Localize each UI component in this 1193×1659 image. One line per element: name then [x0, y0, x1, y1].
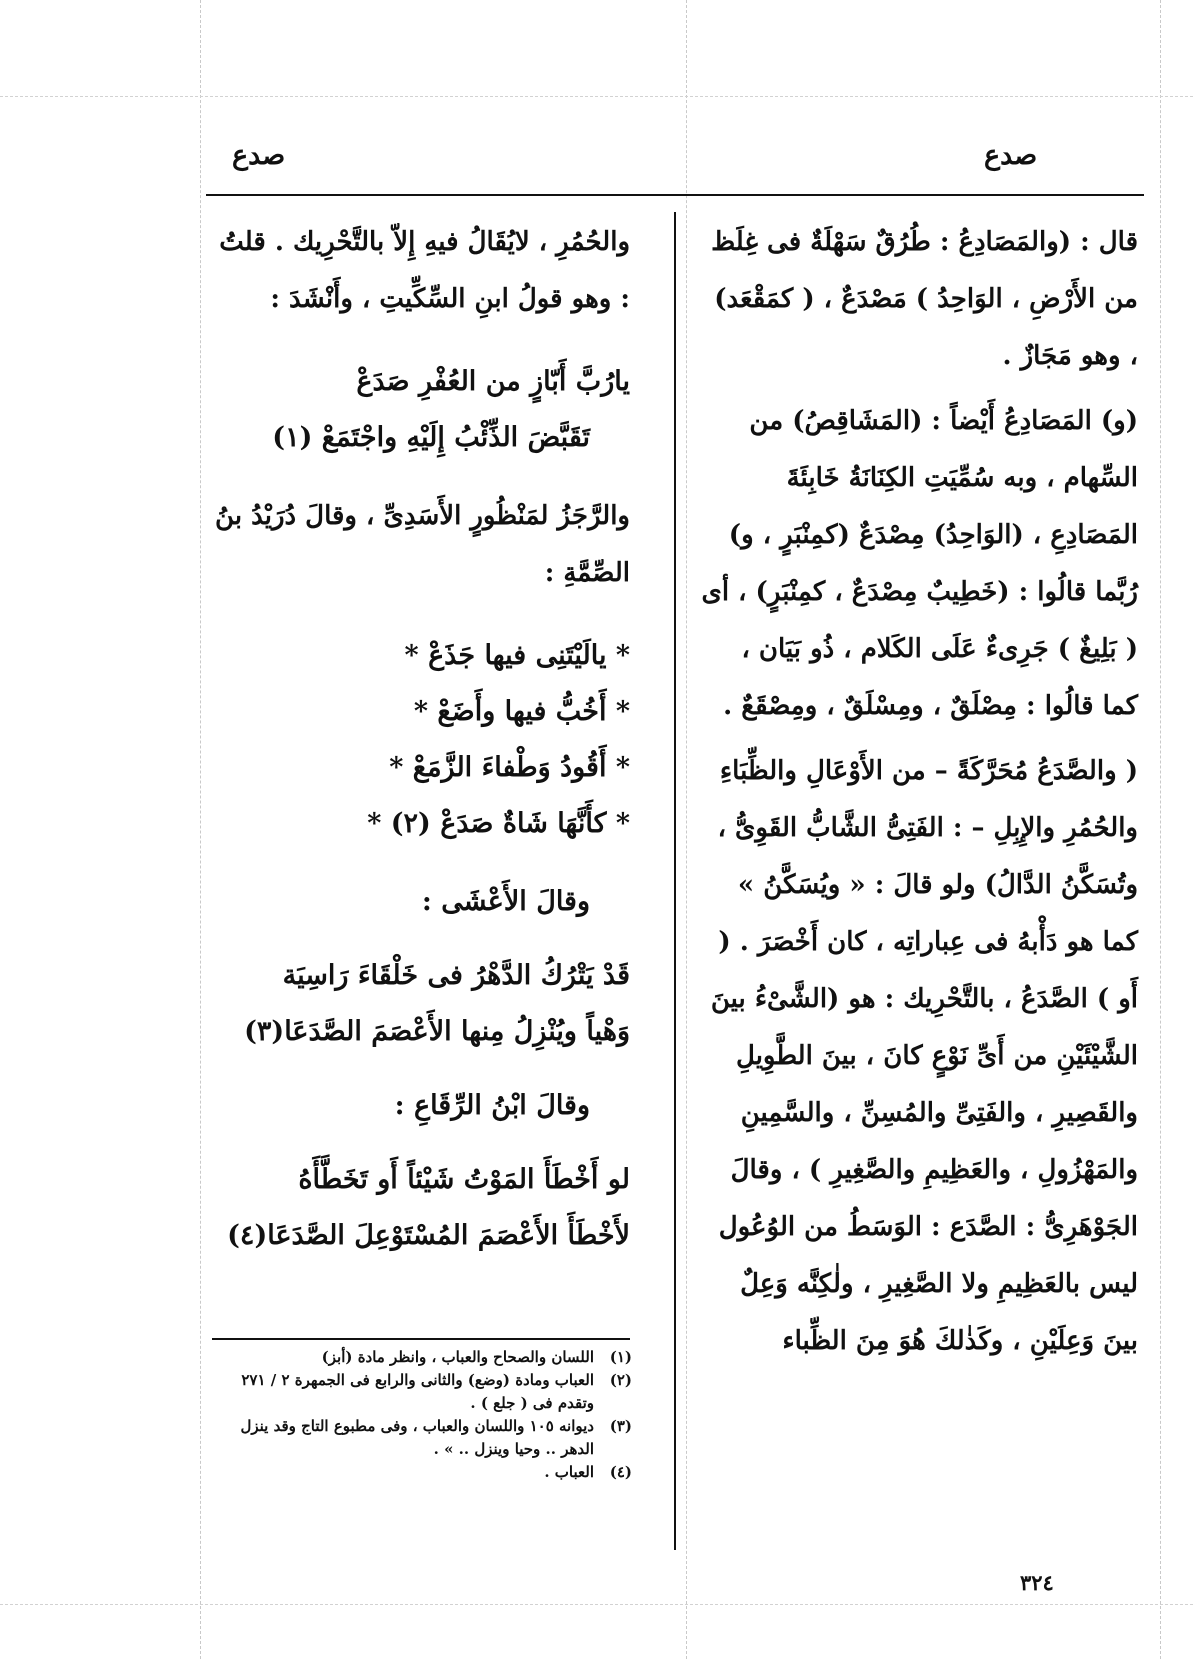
footnote	[212, 1461, 632, 1484]
entry-paragraph: ( والصَّدَعُ مُحَرَّكَةً – من الأَوْعَالِ والظِّبَاءِ والحُمُرِ والإِبِلِ – : الفَتِىُّ الشَّابُّ القَوِىُّ ، وتُسَكَّنُ الدَّالُ) ولو قالَ : « ويُسَكَّنُ » كما هو دَأْبهُ فى عِباراتِه ، كان أَخْصَرَ . ( أَو ) الصَّدَعُ ، بالتَّحْرِيك : هو (الشَّىْءُ بينَ الشَّيْئَيْنِ من أَىِّ نَوْعٍ كانَ ، بينَ الطَّوِيلِ والقَصِيرِ ، والفَتِىِّ والمُسِنِّ ، والسَّمِينِ والمَهْزُولِ ، والعَظِيمِ والصَّغِيرِ ) ، وقالَ الجَوْهَرِىُّ : الصَّدَع : الوَسَطُ من الوُعُول ليس بالعَظِيمِ ولا الصَّغِيرِ ، ولٰكِنَّه وَعِلٌ بينَ وَعِلَيْنِ ، وكَذٰلكَ هُوَ مِنَ الظِّباء	[710, 756, 1138, 1356]
header-word-right: صدع	[984, 140, 1038, 171]
column-divider	[674, 212, 676, 1550]
footnote	[212, 1415, 632, 1461]
poem-line: يارُبَّ أَبّازٍ من العُفْرِ صَدَعْ	[356, 366, 630, 397]
header-rule	[206, 194, 1144, 196]
poem-line: قَدْ يَتْرُكُ الدَّهْرُ فى خَلْقَاءَ رَاسِيَة	[282, 960, 630, 991]
quote-label: وقالَ الأَعْشَى :	[421, 886, 590, 917]
rajaz-line: * يالَيْتَنِى فيها جَذَعْ *	[404, 640, 630, 671]
footnote-text: اللسان والصحاح والعباب ، وانظر مادة (أبز)	[321, 1348, 594, 1366]
entry-paragraph: قال : (والمَصَادِعُ : طُرُقٌ سَهْلَةٌ فى غِلَظ من الأَرْضِ ، الوَاحِدُ ) مَصْدَعٌ ، ( كمَقْعَد) ، وهو مَجَازٌ .	[711, 227, 1138, 371]
footnote	[212, 1369, 632, 1415]
footnote	[212, 1346, 632, 1369]
poem-line: لو أَخْطَأَ المَوْتُ شَيْئاً أَو تَخَطَّأَهُ	[298, 1164, 630, 1195]
guide-line	[686, 0, 687, 1659]
footnote-rule	[212, 1338, 630, 1340]
footnote-text: العباب .	[544, 1463, 594, 1481]
rajaz-line: * أَخُبُّ فيها وأَضَعْ *	[413, 696, 630, 727]
footnote-number: (١)	[609, 1348, 632, 1366]
poem-line: تَقَبَّضَ الذِّئْبُ إِلَيْهِ واجْتَمَعْ (١)	[272, 422, 590, 453]
entry-paragraph: والرَّجَزُ لمَنْظُورٍ الأَسَدِىِّ ، وقالَ دُرَيْدُ بنُ الصِّمَّةِ :	[215, 501, 630, 588]
footnote-number: (٤)	[609, 1463, 632, 1481]
guide-line	[1160, 0, 1161, 1659]
poem-line: لأَخْطَأَ الأَعْصَمَ المُسْتَوْعِلَ الصَّدَعَا(٤)	[227, 1220, 630, 1251]
entry-paragraph: والحُمُرِ ، لايُقَالُ فيهِ إِلاّ بالتَّحْرِيك . قلتُ : وهو قولُ ابنِ السِّكِّيتِ ، وأَنْشَدَ :	[219, 227, 630, 314]
poem-line: وَهْياً ويُنْزِلُ مِنها الأَعْصَمَ الصَّدَعَا(٣)	[244, 1016, 630, 1047]
footnote-text: ديوانه ١٠٥ واللسان والعباب ، وفى مطبوع التاج وقد ينزل الدهر .. وحيا وينزل .. » .	[240, 1417, 594, 1458]
footnote-number: (٢)	[609, 1371, 632, 1389]
rajaz-line: * أَقُودُ وَطْفاءَ الزَّمَعْ *	[389, 752, 630, 783]
guide-line	[0, 96, 1193, 97]
footnote-text: العباب ومادة (وضع) والثانى والرابع فى الجمهرة ٢ / ٢٧١ وتقدم فى ( جلع ) .	[241, 1371, 594, 1412]
guide-line	[0, 1604, 1193, 1605]
entry-paragraph: (و) المَصَادِعُ أَيْضاً : (المَشَاقِصُ) من السِّهام ، وبه سُمِّيَتِ الكِنَانَةُ خَابِئَةَ المَصَادِعِ ، (الوَاحِدُ) مِصْدَعٌ (كمِنْبَرٍ ، و) رُبَّما قالُوا : (خَطِيبٌ مِصْدَعٌ ، كمِنْبَرٍ) ، أى ( بَلِيغٌ ) جَرِىءٌ عَلَى الكَلام ، ذُو بَيَان ، كما قالُوا : مِصْلَقٌ ، ومِسْلَقٌ ، ومِصْقَعٌ .	[701, 406, 1138, 721]
guide-line	[200, 0, 201, 1659]
page-number: ٣٢٤	[1020, 1570, 1054, 1595]
rajaz-line: * كأَنَّهَا شَاةٌ صَدَعْ (٢) *	[367, 808, 630, 839]
quote-label: وقالَ ابْنُ الرِّقَاعِ :	[394, 1090, 590, 1121]
right-column	[698, 214, 1138, 1378]
left-column	[210, 214, 630, 1264]
footnote-number: (٣)	[609, 1417, 632, 1435]
header-word-left: صدع	[232, 140, 286, 171]
footnotes	[212, 1346, 632, 1484]
